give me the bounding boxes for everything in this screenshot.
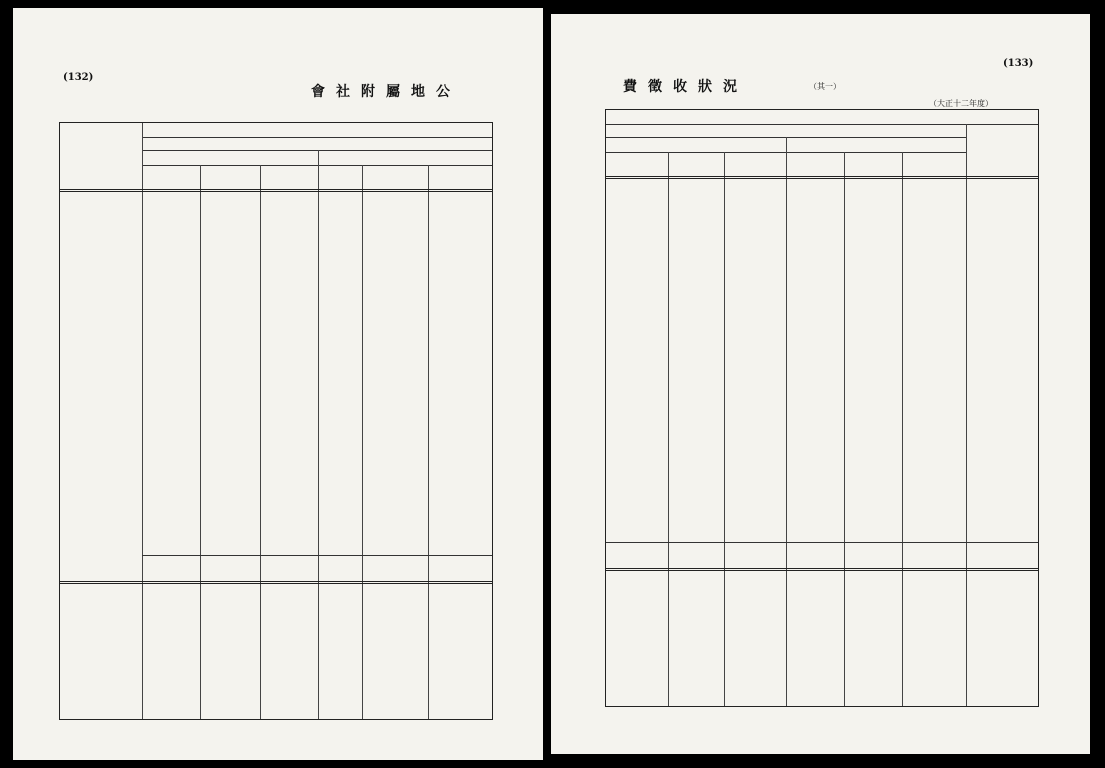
col-rule [318,150,319,719]
col-rule [200,165,201,719]
header-bottom-rule [606,176,1038,179]
rule [142,555,492,556]
region-col-rule [142,123,143,719]
header-bottom-rule [60,189,492,192]
col-rule [428,165,429,719]
right-page-title-note: （其一） [809,82,841,91]
rule [606,542,1038,543]
rule [142,150,492,151]
col-rule [260,165,261,719]
rule [142,165,492,166]
left-page-number: (132) [63,72,94,83]
col-rule [724,152,725,706]
right-page-year-note: （大正十二年度） [929,99,993,108]
right-page-title: 費徵收狀況 [623,79,748,95]
rule [606,124,1038,125]
left-table [59,122,493,720]
total-bottom-rule [606,568,1038,571]
col-rule [668,152,669,706]
right-table [605,109,1039,707]
col-rule [966,124,967,706]
col-rule [844,152,845,706]
rule [142,137,492,138]
total-bottom-rule [60,581,492,584]
col-rule [362,165,363,719]
left-page-title: 會社附屬地公 [311,84,461,100]
right-page [551,14,1090,754]
right-page-number: (133) [1003,58,1034,69]
left-page [13,8,543,760]
col-rule [902,152,903,706]
col-rule [786,137,787,706]
